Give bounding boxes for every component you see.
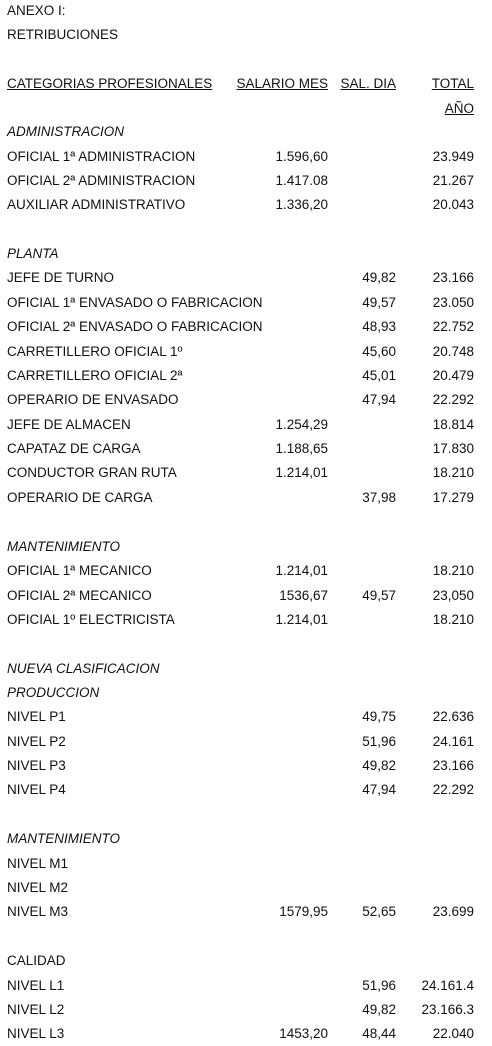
category-name: NIVEL L3 (7, 1026, 65, 1041)
category-name: CAPATAZ DE CARGA (7, 441, 141, 456)
category-name: JEFE DE ALMACEN (7, 417, 131, 432)
daily-salary: 47,94 (362, 782, 396, 797)
table-row (0, 441, 492, 457)
annual-total: 22.292 (432, 782, 474, 797)
annual-total: 23.166 (432, 270, 474, 285)
table-row (0, 417, 492, 433)
category-name: OFICIAL 2ª ENVASADO O FABRICACION (7, 319, 263, 334)
monthly-salary: 1536,67 (279, 588, 328, 603)
category-name: NIVEL M3 (7, 904, 69, 919)
annual-total: 23,050 (432, 588, 474, 603)
category-name: NIVEL M1 (7, 856, 69, 871)
annual-total: 23.166.3 (421, 1002, 474, 1017)
table-row (0, 319, 492, 335)
category-name: JEFE DE TURNO (7, 270, 115, 285)
table-row (0, 392, 492, 408)
section-title: MANTENIMIENTO (7, 831, 121, 846)
annual-total: 18.210 (432, 612, 474, 627)
section-title: MANTENIMIENTO (7, 539, 121, 554)
header-total-line1: TOTAL (431, 76, 474, 91)
monthly-salary: 1.336,20 (275, 197, 328, 212)
category-name: NIVEL P1 (7, 709, 66, 724)
daily-salary: 51,96 (362, 734, 396, 749)
header-daily-salary: SAL. DIA (340, 76, 396, 91)
section-heading (0, 124, 492, 140)
table-row (0, 978, 492, 994)
category-name: OFICIAL 1ª MECANICO (7, 563, 152, 578)
annual-total: 18.814 (432, 417, 474, 432)
daily-salary: 49,82 (362, 270, 396, 285)
section-title: PLANTA (7, 246, 59, 261)
monthly-salary: 1.214,01 (275, 612, 328, 627)
annual-total: 20.043 (432, 197, 474, 212)
category-name: OFICIAL 2ª MECANICO (7, 588, 152, 603)
annual-total: 22.636 (432, 709, 474, 724)
daily-salary: 45,60 (362, 344, 396, 359)
annual-total: 20.748 (432, 344, 474, 359)
category-name: NIVEL L2 (7, 1002, 65, 1017)
category-name: NIVEL P4 (7, 782, 66, 797)
category-name: AUXILIAR ADMINISTRATIVO (7, 197, 186, 212)
table-row (0, 856, 492, 872)
header-total-line2: AÑO (444, 101, 474, 116)
daily-salary: 49,57 (362, 295, 396, 310)
section-title: NUEVA CLASIFICACION (7, 661, 160, 676)
daily-salary: 49,57 (362, 588, 396, 603)
section-heading (0, 831, 492, 847)
section-heading (0, 953, 492, 969)
table-row (0, 344, 492, 360)
table-row (0, 197, 492, 213)
category-name: OPERARIO DE CARGA (7, 490, 153, 505)
annual-total: 24.161.4 (421, 978, 474, 993)
category-name: OFICIAL 2ª ADMINISTRACION (7, 173, 196, 188)
monthly-salary: 1579,95 (279, 904, 328, 919)
section-heading (0, 246, 492, 262)
table-row (0, 734, 492, 750)
daily-salary: 48,44 (362, 1026, 396, 1041)
daily-salary: 51,96 (362, 978, 396, 993)
monthly-salary: 1.188,65 (275, 441, 328, 456)
header-monthly-salary: SALARIO MES (236, 76, 328, 91)
annual-total: 22.292 (432, 392, 474, 407)
section-heading (0, 539, 492, 555)
category-name: OFICIAL 1ª ADMINISTRACION (7, 149, 196, 164)
annual-total: 23.699 (432, 904, 474, 919)
daily-salary: 47,94 (362, 392, 396, 407)
daily-salary: 49,82 (362, 1002, 396, 1017)
category-name: OFICIAL 1ª ENVASADO O FABRICACION (7, 295, 263, 310)
table-row (0, 612, 492, 628)
section-title: ADMINISTRACION (7, 124, 125, 139)
annex-heading: ANEXO I: (7, 3, 66, 18)
section-heading (0, 661, 492, 677)
annual-total: 21.267 (432, 173, 474, 188)
table-row (0, 880, 492, 896)
category-name: CONDUCTOR GRAN RUTA (7, 465, 177, 480)
annual-total: 23.166 (432, 758, 474, 773)
category-name: CARRETILLERO OFICIAL 2ª (7, 368, 183, 383)
monthly-salary: 1.214,01 (275, 465, 328, 480)
document-title: RETRIBUCIONES (7, 27, 119, 42)
table-row (0, 465, 492, 481)
annual-total: 17.830 (432, 441, 474, 456)
monthly-salary: 1.254,29 (275, 417, 328, 432)
section-title: PRODUCCION (7, 685, 100, 700)
monthly-salary: 1.214,01 (275, 563, 328, 578)
table-row (0, 709, 492, 725)
monthly-salary: 1.596,60 (275, 149, 328, 164)
daily-salary: 52,65 (362, 904, 396, 919)
table-row (0, 782, 492, 798)
annual-total: 23.050 (432, 295, 474, 310)
section-heading (0, 685, 492, 701)
table-row (0, 904, 492, 920)
annual-total: 24.161 (432, 734, 474, 749)
daily-salary: 48,93 (362, 319, 396, 334)
table-row (0, 295, 492, 311)
table-row (0, 1026, 492, 1042)
table-row (0, 490, 492, 506)
monthly-salary: 1453,20 (279, 1026, 328, 1041)
header-category: CATEGORIAS PROFESIONALES (7, 76, 213, 91)
category-name: NIVEL M2 (7, 880, 69, 895)
table-row (0, 368, 492, 384)
annual-total: 20.479 (432, 368, 474, 383)
annual-total: 22.040 (432, 1026, 474, 1041)
table-row (0, 270, 492, 286)
daily-salary: 49,75 (362, 709, 396, 724)
monthly-salary: 1.417.08 (275, 173, 328, 188)
category-name: NIVEL P3 (7, 758, 66, 773)
table-row (0, 173, 492, 189)
category-name: CARRETILLERO OFICIAL 1º (7, 344, 183, 359)
table-row (0, 1002, 492, 1018)
table-row (0, 758, 492, 774)
annual-total: 18.210 (432, 563, 474, 578)
table-row (0, 563, 492, 579)
table-row (0, 588, 492, 604)
daily-salary: 49,82 (362, 758, 396, 773)
annual-total: 22.752 (432, 319, 474, 334)
daily-salary: 45,01 (362, 368, 396, 383)
category-name: NIVEL L1 (7, 978, 65, 993)
annual-total: 23.949 (432, 149, 474, 164)
daily-salary: 37,98 (362, 490, 396, 505)
category-name: OFICIAL 1º ELECTRICISTA (7, 612, 175, 627)
section-title: CALIDAD (7, 953, 66, 968)
category-name: OPERARIO DE ENVASADO (7, 392, 179, 407)
table-row (0, 149, 492, 165)
annual-total: 17.279 (432, 490, 474, 505)
category-name: NIVEL P2 (7, 734, 66, 749)
annual-total: 18.210 (432, 465, 474, 480)
